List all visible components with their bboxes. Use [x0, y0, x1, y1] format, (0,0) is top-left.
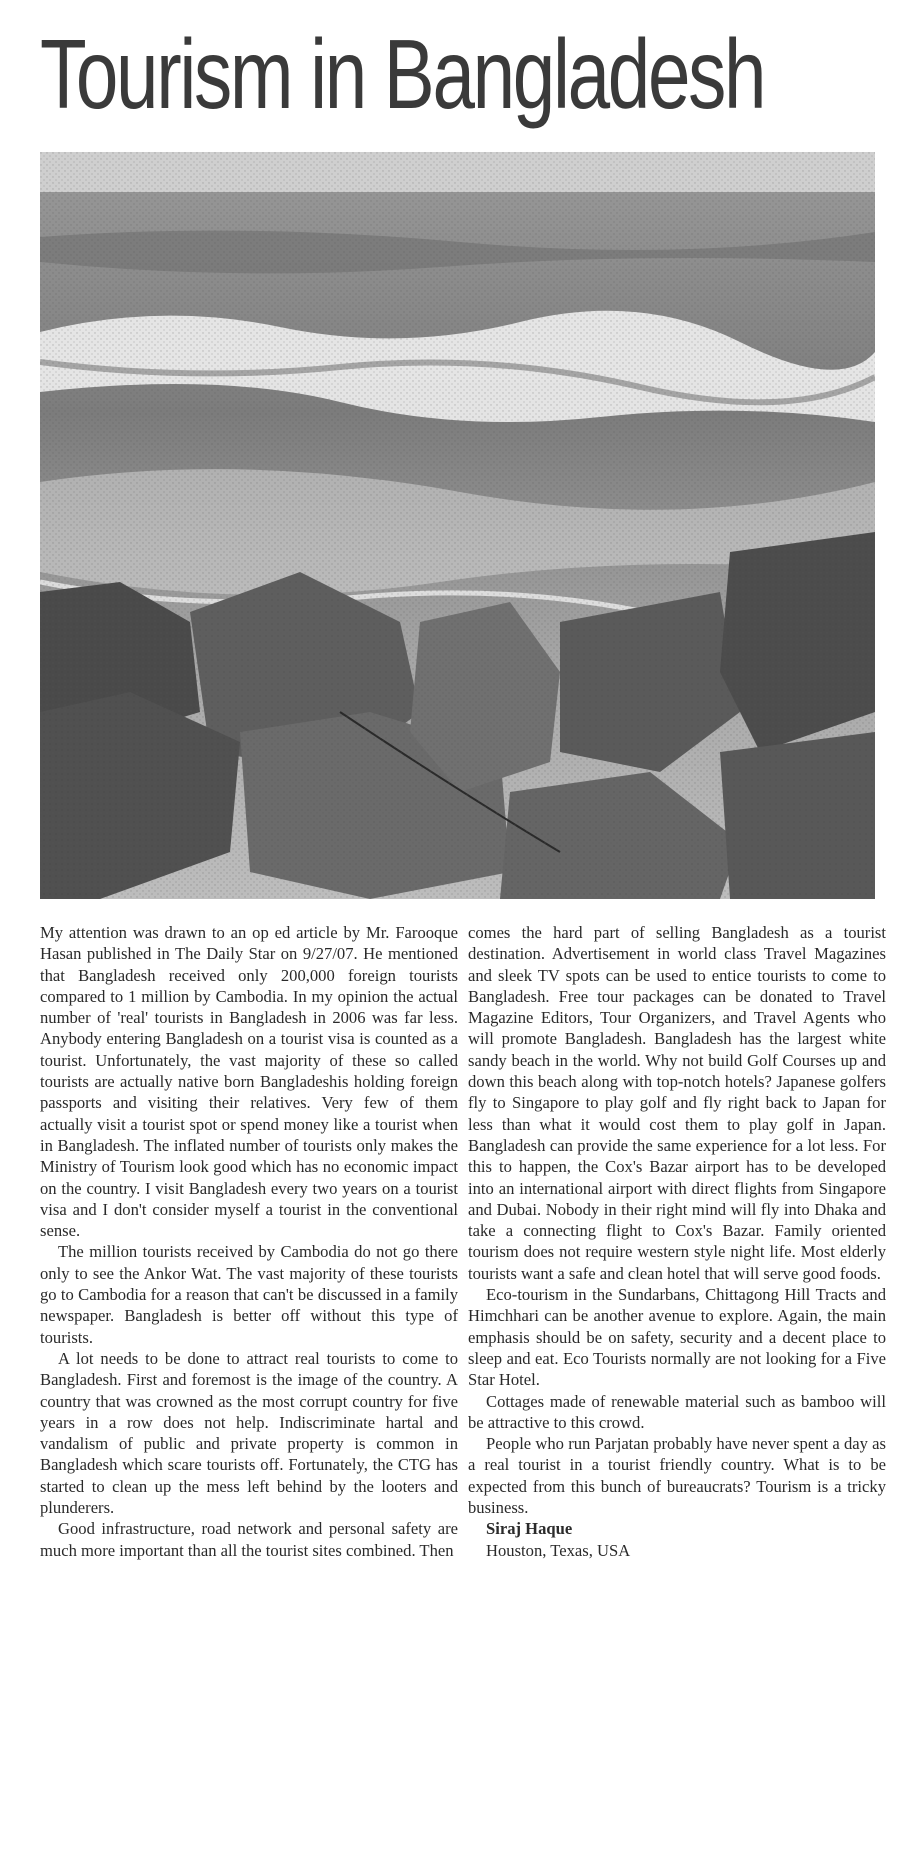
author-signature: Siraj Haque [486, 1519, 573, 1539]
article-paragraph: The million tourists received by Cambodia do not go there only to see the Ankor Wat. The vast majority of these tourists go to Cambodia for a reason that can't be discussed in a family newspaper. Bangladesh is better off without this type of tourists. [40, 1242, 458, 1347]
article-paragraph: Cottages made of renewable material such as bamboo will be attractive to this crowd. [468, 1391, 886, 1432]
headline: Tourism in Bangladesh [40, 19, 765, 129]
article-paragraph: Good infrastructure, road network and personal safety are much more important than all the tourist sites combined. Then [40, 1519, 458, 1560]
article-column-left [40, 922, 458, 1561]
author-location: Houston, Texas, USA [486, 1540, 631, 1560]
coastal-rocks-sea-photo [40, 152, 875, 899]
article-paragraph: My attention was drawn to an op ed article by Mr. Farooque Hasan published in The Daily Star on 9/27/07. He mentioned that Bangladesh received only 200,000 foreign tourists compared to 1 million by Cambodia. In my opinion the actual number of 'real' tourists in Bangladesh in 2006 was far less. Anybody entering Bangladesh on a tourist visa is counted as a tourist. Unfortunately, the vast majority of these so called tourists are actually native born Bangladeshis holding foreign passports and visiting their relatives. Very few of them actually visit a tourist spot or spend money like a tourist when in Bangladesh. The inflated number of tourists only makes the Ministry of Tourism look good which has no economic impact on the country. I visit Bangladesh every two years on a tourist visa and I don't consider myself a tourist in the conventional sense. [40, 923, 458, 1241]
article-paragraph: People who run Parjatan probably have never spent a day as a real tourist in a tourist friendly country. What is to be expected from this bunch of bureaucrats? Tourism is a tricky business. [468, 1434, 886, 1518]
article-paragraph: A lot needs to be done to attract real tourists to come to Bangladesh. First and foremost is the image of the country. A country that was crowned as the most corrupt country for five years in a row does not help. Indiscriminate hartal and vandalism of public and private property is common in Bangladesh which scare tourists off. Fortunately, the CTG has started to clean up the mess left behind by the looters and plunderers. [40, 1348, 458, 1518]
article-column-right [468, 922, 886, 1561]
article-paragraph: comes the hard part of selling Bangladesh as a tourist destination. Advertisement in world class Travel Magazines and sleek TV spots can be used to entice tourists to come to Bangladesh. Free tour packages can be donated to Travel Magazine Editors, Tour Organizers, and Travel Agents who will promote Bangladesh. Bangladesh has the largest white sandy beach in the world. Why not build Golf Courses up and down this beach along with top-notch hotels? Japanese golfers fly to Singapore to play golf and fly right back to Japan for less than what it would cost them to play golf in Japan. Bangladesh can provide the same experience for a lot less. For this to happen, the Cox's Bazar airport has to be developed into an international airport with direct flights from Singapore and Dubai. Nobody in their right mind will fly into Dhaka and take a connecting flight to Cox's Bazar. Family oriented tourism does not require western style night life. Most elderly tourists want a safe and clean hotel that will serve good foods. [468, 923, 886, 1283]
article-paragraph: Eco-tourism in the Sundarbans, Chittagong Hill Tracts and Himchhari can be another avenue to explore. Again, the main emphasis should be on safety, security and a decent place to sleep and eat. Eco Tourists normally are not looking for a Five Star Hotel. [468, 1285, 886, 1390]
